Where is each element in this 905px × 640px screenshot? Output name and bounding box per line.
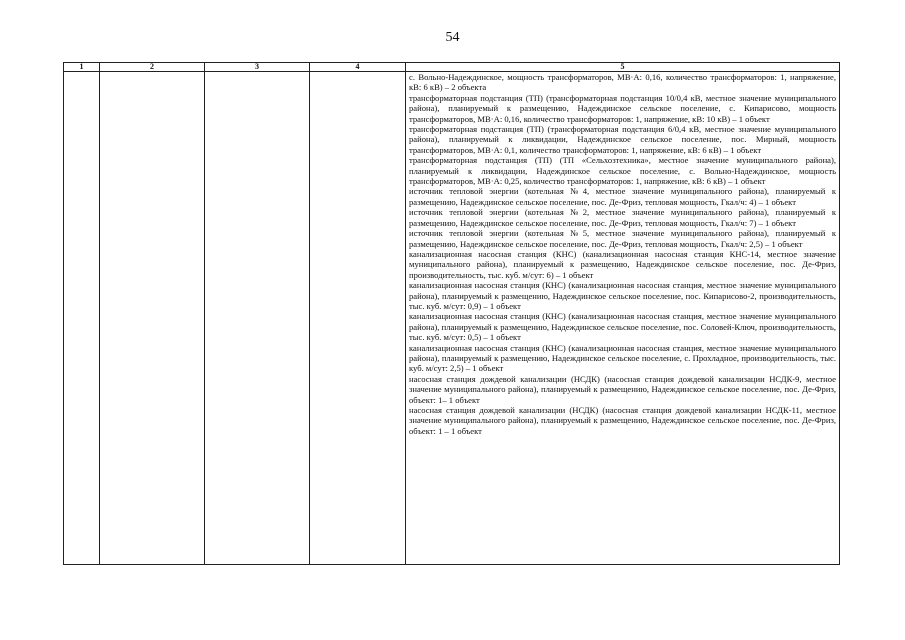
document-table — [63, 62, 840, 565]
object-entry: насосная станция дождевой канализации (НСДК) (насосная станция дождевой канализации НСДК-9, местное значение муниципального района), планируемый к размещению, Надеждинское сельское поселение, пос. Де-Фриз, объект: 1– 1 объект — [409, 373, 836, 405]
object-entry: источник тепловой энергии (котельная №4, местное значение муниципального района), планируемый к размещению, Надеждинское сельское поселение, пос. Де-Фриз, тепловая мощность, Гкал/ч: 4) – 1 объект — [409, 186, 836, 207]
header-col-1: 1 — [64, 63, 100, 72]
header-col-2: 2 — [100, 63, 205, 72]
object-entry: трансформаторная подстанция (ТП) (трансформаторная подстанция 6/0,4 кВ, местное значение муниципального района), планируемый к ликвидации, Надеждинское сельское поселение, пос. Мирный, мощность трансформаторов, МВ·А: 0,1, количество трансформаторов: 1, напряжение, кВ: 6 кВ) – 1 объект — [409, 124, 836, 155]
cell-col-1 — [64, 72, 100, 565]
object-entry: канализационная насосная станция (КНС) (канализационная насосная станция, местное значение муниципального района), планируемый к размещению, Надеждинское сельское поселение, пос. Кипарисово-2, производительность, тыс. куб. м/сут: 0,9) – 1 объект — [409, 280, 836, 311]
header-col-5: 5 — [406, 63, 840, 72]
cell-col-4 — [310, 72, 406, 565]
object-entry: источник тепловой энергии (котельная №2, местное значение муниципального района), планируемый к размещению, Надеждинское сельское поселение, пос. Де-Фриз, тепловая мощность, Гкал/ч: 7) – 1 объект — [409, 207, 836, 228]
object-entry: канализационная насосная станция (КНС) (канализационная насосная станция, местное значение муниципального района), планируемый к размещению, Надеждинское сельское поселение, пос. Соловей-Ключ, производительность, тыс. куб. м/сут: 0,5) – 1 объект — [409, 311, 836, 343]
header-col-4: 4 — [310, 63, 406, 72]
object-entry: канализационная насосная станция (КНС) (канализационная насосная станция, местное значение муниципального района), планируемый к размещению, Надеждинское сельское поселение, с. Прохладное, производительность, тыс. куб. м/сут: 2,5) – 1 объект — [409, 342, 836, 374]
cell-col-2 — [100, 72, 205, 565]
table-header-row — [64, 63, 840, 72]
object-entry: источник тепловой энергии (котельная №5, местное значение муниципального района), планируемый к размещению, Надеждинское сельское поселение, пос. Де-Фриз, тепловая мощность, Гкал/ч: 2,5) – 1 объект — [409, 228, 836, 249]
cell-col-3 — [205, 72, 310, 565]
object-entry: трансформаторная подстанция (ТП) (трансформаторная подстанция 10/0,4 кВ, местное значение муниципального района), планируемый к размещению, Надеждинское сельское поселение, с. Кипарисово, мощность трансформаторов, МВ·А: 0,16, количество трансформаторов: 1, напряжение, кВ: 10 кВ) – 1 объект — [409, 92, 836, 124]
page-number: 54 — [445, 30, 460, 45]
table-row — [64, 72, 840, 565]
object-entry: канализационная насосная станция (КНС) (канализационная насосная станция КНС-14, местное значение муниципального района), планируемый к размещению, Надеждинское сельское поселение, пос. Де-Фриз, производительность, тыс. куб. м/сут: 6) – 1 объект — [409, 248, 836, 280]
object-entry: трансформаторная подстанция (ТП) (ТП «Сельхозтехника», местное значение муниципального района), планируемый к ликвидации, Надеждинское сельское поселение, с. Вольно-Надеждинское, мощность трансформаторов, МВ·А: 0,25, количество трансформаторов: 1, напряжение, кВ: 6 кВ) – 1 объект — [409, 155, 836, 187]
header-col-3: 3 — [205, 63, 310, 72]
object-entry: с. Вольно-Надеждинское, мощность трансформаторов, МВ·А: 0,16, количество трансформаторов: 1, напряжение, кВ: 6 кВ) – 2 объекта — [409, 72, 836, 93]
cell-col-5 — [406, 72, 840, 565]
object-entry: насосная станция дождевой канализации (НСДК) (насосная станция дождевой канализации НСДК-11, местное значение муниципального района), планируемый к размещению, Надеждинское сельское поселение, пос. Де-Фриз, объект: 1 – 1 объект — [409, 405, 836, 436]
